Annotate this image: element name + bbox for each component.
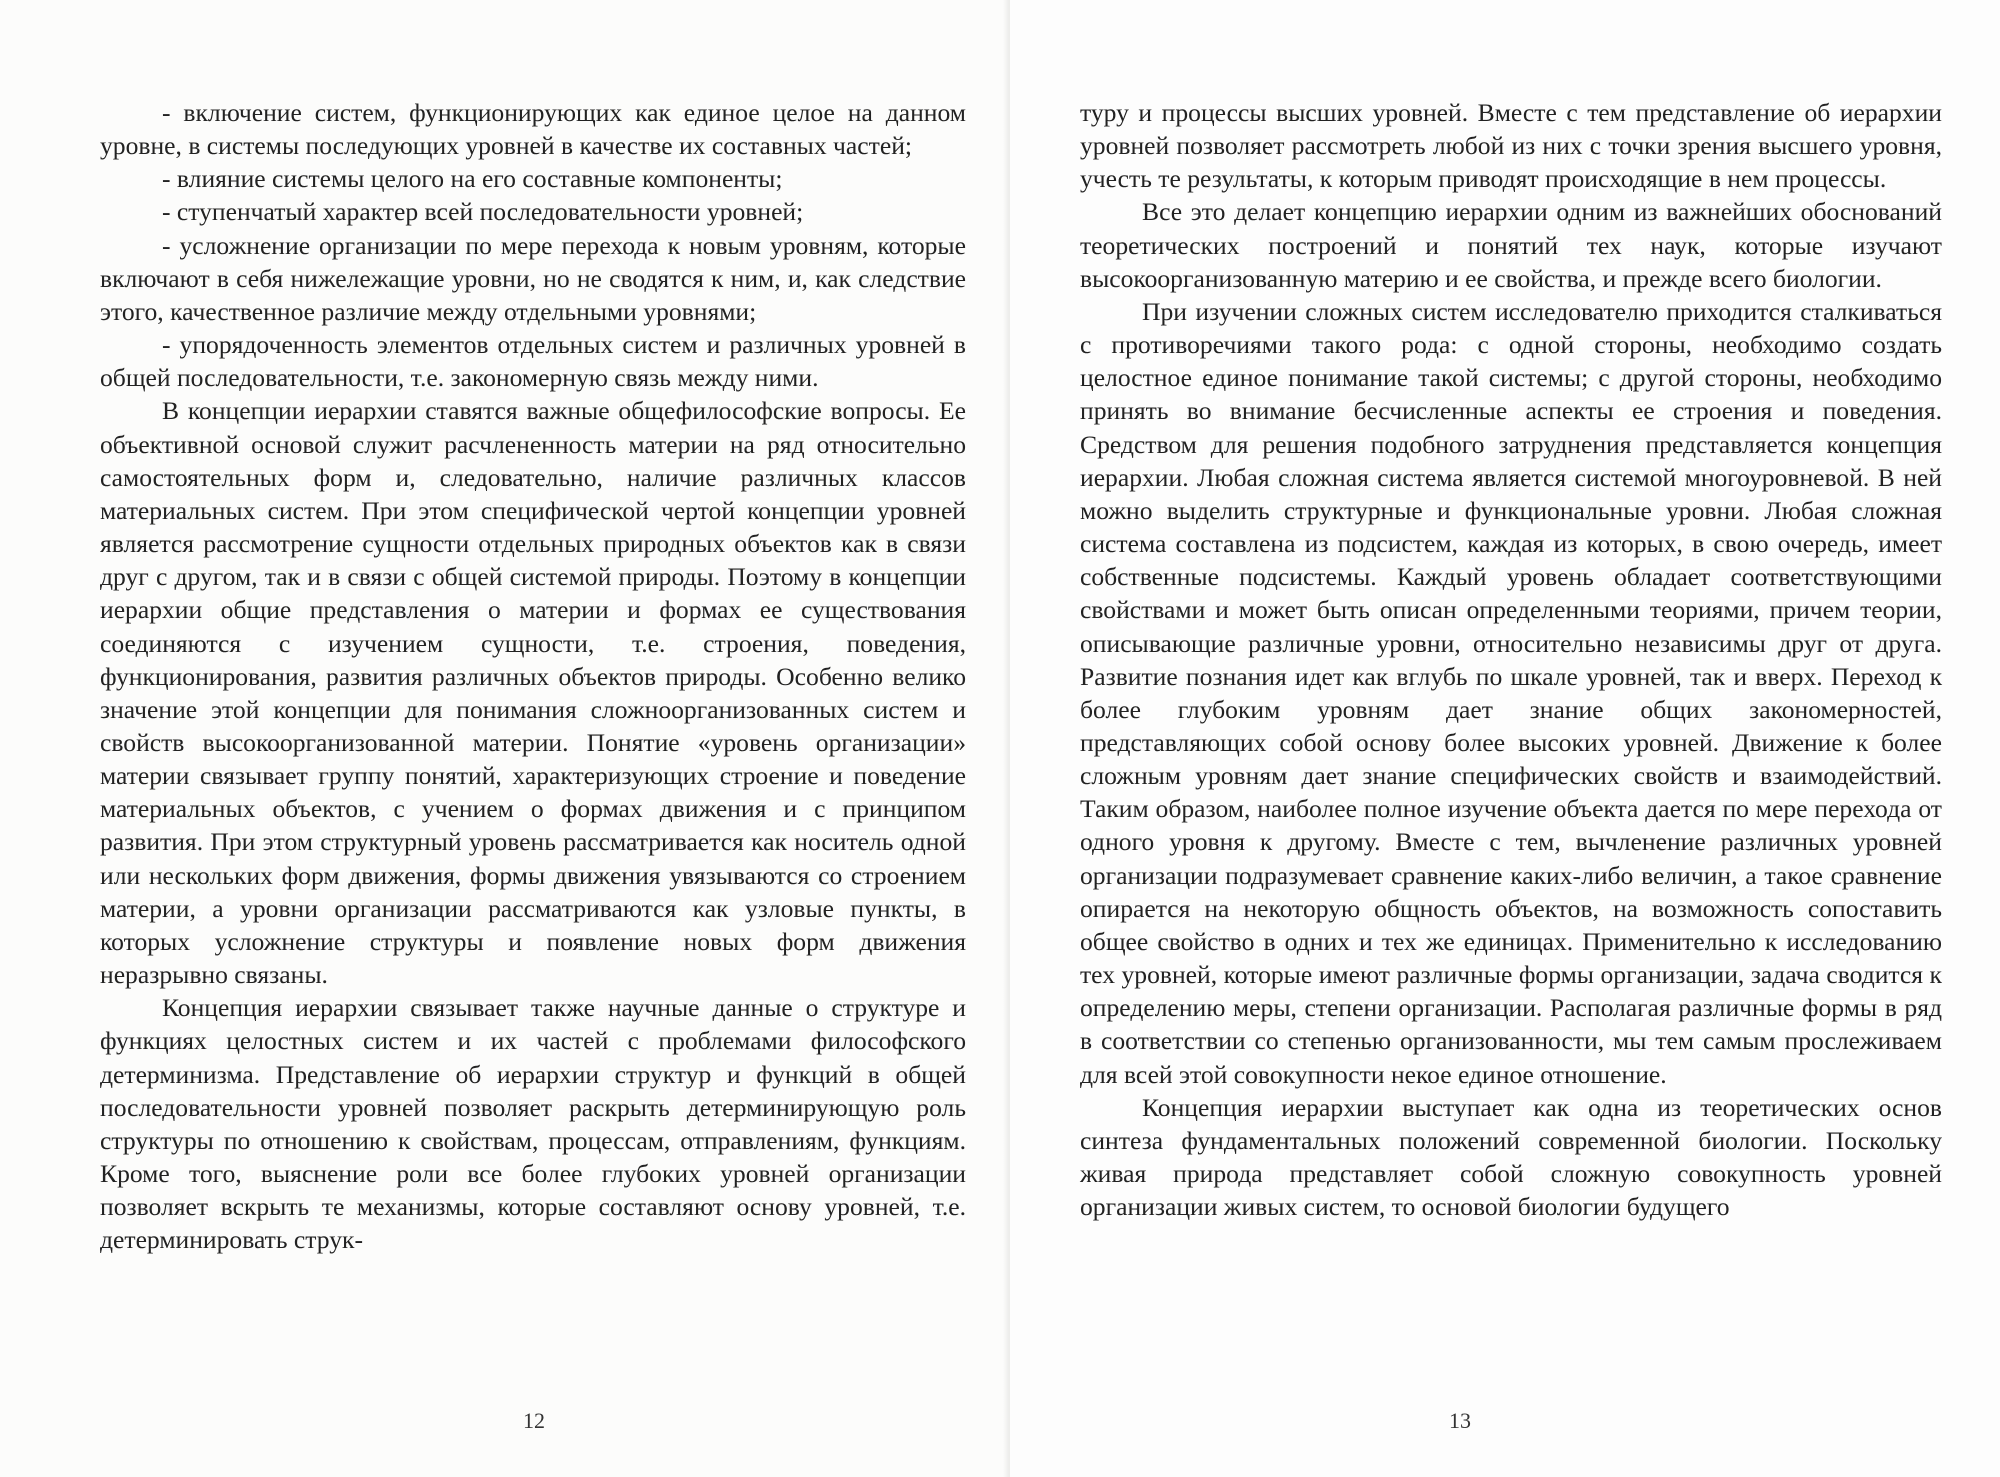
right-page-text bbox=[1080, 96, 1942, 1223]
paragraph: В концепции иерархии ставятся важные общефилософские вопросы. Ее объективной основой служит расчлененность материи на ряд относительно самостоятельных форм и, следовательно, наличие различных классов материальных систем. При этом специфической чертой концепции уровней является рассмотрение сущности отдельных природных объектов как в связи друг с другом, так и в связи с общей системой природы. Поэтому в концепции иерархии общие представления о материи и формах ее существования соединяются с изучением сущности, т.е. строения, поведения, функционирования, развития различных объектов природы. Особенно велико значение этой концепции для понимания сложноорганизованных систем и свойств высокоорганизованной материи. Понятие «уровень организации» материи связывает группу понятий, характеризующих строение и поведение материальных объектов, с учением о формах движения и с принципом развития. При этом структурный уровень рассматривается как носитель одной или нескольких форм движения, формы движения увязываются со строением материи, а уровни организации рассматриваются как узловые пункты, в которых усложнение структуры и появление новых форм движения неразрывно связаны. bbox=[100, 396, 966, 990]
paragraph: Концепция иерархии связывает также научные данные о структуре и функциях целостных систем и их частей с проблемами философского детерминизма. Представление об иерархии структур и функций в общей последовательности уровней позволяет раскрыть детерминирующую роль структуры по отношению к свойствам, процессам, отправлениям, функциям. Кроме того, выяснение роли все более глубоких уровней организации позволяет вскрыть те механизмы, которые составляют основу уровней, т.е. детерминировать струк- bbox=[100, 993, 966, 1255]
paragraph: - ступенчатый характер всей последовательности уровней; bbox=[162, 197, 804, 227]
paragraph: При изучении сложных систем исследователю приходится сталкиваться с противоречиями такого рода: с одной стороны, необходимо создать целостное единое понимание такой системы; с другой стороны, необходимо принять во внимание бесчисленные аспекты ее строения и поведения. Средством для решения подобного затруднения представляется концепция иерархии. Любая сложная система является системой многоуровневой. В ней можно выделить структурные и функциональные уровни. Любая сложная система составлена из подсистем, каждая из которых, в свою очередь, имеет собственные подсистемы. Каждый уровень обладает соответствующими свойствами и может быть описан определенными теориями, причем теории, описывающие различные уровни, относительно независимы друг от друга. Развитие познания идет как вглубь по шкале уровней, так и вверх. Переход к более глубоким уровням дает знание общих закономерностей, представляющих собой основу более высоких уровней. Движение к более сложным уровням дает знание специфических свойств и взаимодействий. Таким образом, наиболее полное изучение объекта дается по мере перехода от одного уровня к другому. Вместе с тем, вычленение различных уровней организации подразумевает сравнение каких-либо величин, а такое сравнение опирается на некоторую общность объектов, на возможность сопоставить общее свойство в одних и тех же единицах. Применительно к исследованию тех уровней, которые имеют различные формы организации, задача сводится к определению меры, степени организации. Располагая различные формы в ряд в соответствии со степенью организованности, мы тем самым прослеживаем для всей этой совокупности некое единое отношение. bbox=[1080, 296, 1942, 1089]
paragraph: - усложнение организации по мере перехода к новым уровням, которые включают в себя нижележащие уровни, но не сводятся к ним, и, как следствие этого, качественное различие между отдельными уровнями; bbox=[100, 230, 966, 326]
paragraph: - включение систем, функционирующих как единое целое на данном уровне, в системы последующих уровней в качестве их составных частей; bbox=[100, 98, 966, 161]
paragraph: - влияние системы целого на его составные компоненты; bbox=[162, 164, 783, 194]
page-number: 12 bbox=[523, 1408, 545, 1433]
paragraph: Все это делает концепцию иерархии одним из важнейших обоснований теоретических построений и понятий тех наук, которые изучают высокоорганизованную материю и ее свойства, и прежде всего биологии. bbox=[1080, 197, 1942, 293]
right-page bbox=[1010, 0, 2000, 1477]
page-number: 13 bbox=[1449, 1408, 1471, 1433]
paragraph: Концепция иерархии выступает как одна из теоретических основ синтеза фундаментальных положений современной биологии. Поскольку живая природа представляет собой сложную совокупность уровней организации живых систем, то основой биологии будущего bbox=[1080, 1092, 1942, 1222]
paragraph: - упорядоченность элементов отдельных систем и различных уровней в общей последовательности, т.е. закономерную связь между ними. bbox=[100, 330, 966, 393]
paragraph: туру и процессы высших уровней. Вместе с тем представление об иерархии уровней позволяет рассмотреть любой из них с точки зрения высшего уровня, учесть те результаты, к которым приводят происходящие в нем процессы. bbox=[1080, 98, 1942, 194]
left-page-text bbox=[100, 96, 966, 1256]
